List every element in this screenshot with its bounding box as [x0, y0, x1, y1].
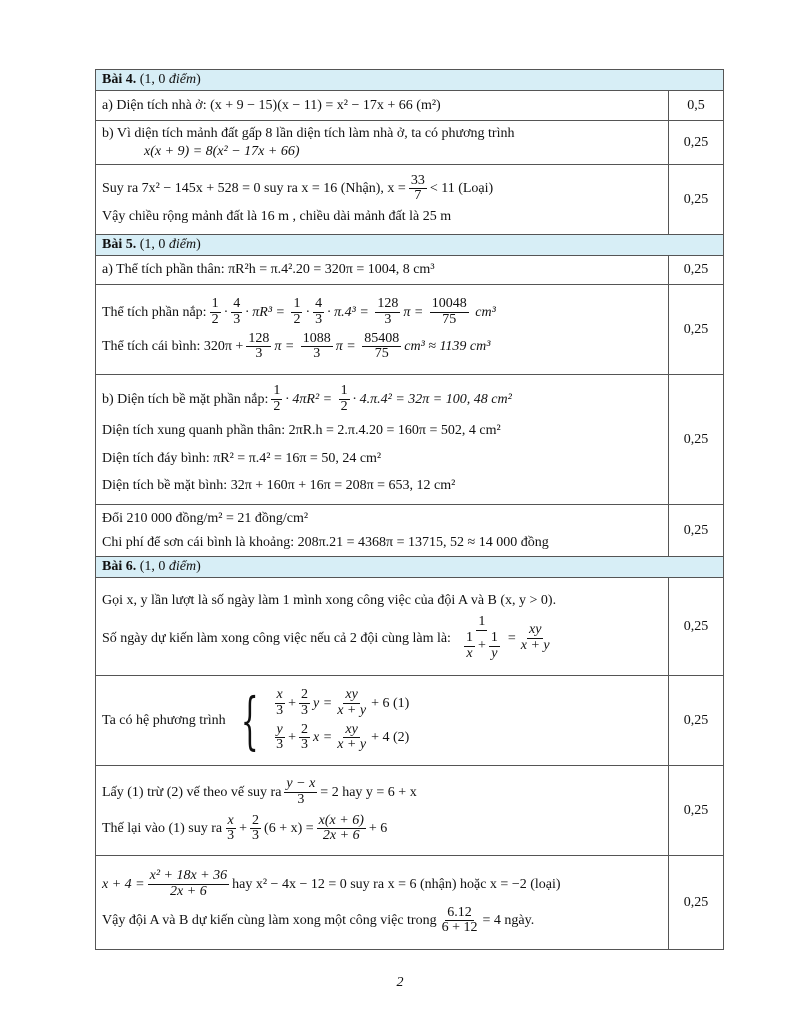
fraction-denominator: x: [466, 645, 473, 661]
fraction-numerator: x² + 18x + 36: [149, 868, 228, 884]
fraction-numerator: x: [276, 687, 283, 703]
fraction-numerator: 85408: [364, 330, 400, 346]
fraction-denominator: 2x + 6: [170, 883, 207, 899]
fraction-denominator: 3: [313, 346, 321, 362]
bai5-row-b: [96, 285, 724, 375]
math-text: π =: [335, 338, 356, 354]
math-text: π =: [403, 304, 424, 320]
bai5-header-row: [96, 235, 724, 256]
math-text: + 6 (1): [371, 695, 410, 711]
fraction-denominator: y: [491, 645, 498, 661]
bai5-row-b-line2: [102, 332, 662, 362]
fraction-denominator: x + y: [520, 637, 550, 653]
fraction-numerator: x(x + 6): [318, 812, 364, 828]
bai5-row-c-line3: Diện tích đáy bình: πR² = π.4² = 16π = 50, 24 cm²: [102, 450, 382, 466]
fraction-denominator: 3: [301, 737, 309, 753]
bai6-row-d-line1: [102, 869, 662, 899]
bai5-row-c-points: 0,25: [669, 375, 724, 505]
fraction-numerator: 1: [340, 383, 348, 399]
bai6-header: [96, 557, 724, 578]
bai6-row-d-line2: [102, 906, 662, 936]
bai4-row-b-equation: x(x + 9) = 8(x² − 17x + 66): [144, 143, 300, 159]
label-lid-surface: b) Diện tích bề mặt phần nắp:: [102, 391, 269, 407]
fraction-denominator: 75: [442, 311, 457, 327]
bai6-row-b: [96, 676, 724, 766]
fraction-numerator: xy: [345, 687, 358, 703]
fraction-numerator: 1: [478, 614, 486, 630]
bai6-points-close: ): [196, 559, 201, 575]
bai6-row-d-line2-pre: Vậy đội A và B dự kiến cùng làm xong một công việc trong: [102, 912, 437, 928]
fraction-numerator: 2: [252, 812, 260, 828]
bai6-row-a-line2: [102, 615, 662, 661]
bai6-row-b-system: [102, 683, 662, 757]
bai6-row-a-line1: Gọi x, y lần lượt là số ngày làm 1 mình xong công việc của đội A và B (x, y > 0).: [102, 592, 557, 608]
fraction-numerator: x: [227, 812, 234, 828]
solution-table: [95, 69, 724, 950]
bai5-points-close: ): [196, 237, 201, 253]
bai4-title: Bài 4.: [102, 72, 137, 88]
equation-system: [271, 688, 409, 753]
bai6-row-d-points: 0,25: [669, 856, 724, 950]
bai5-row-d-points: 0,25: [669, 505, 724, 557]
fraction-denominator: 2: [273, 398, 281, 414]
math-text: + 6: [368, 820, 388, 836]
fraction-numerator: 2: [301, 687, 309, 703]
bai4-points-unit: điểm: [168, 72, 197, 88]
fraction-denominator: 7: [414, 188, 422, 204]
bai6-row-d: [96, 856, 724, 950]
bai6-row-c-content: [96, 766, 669, 856]
bai6-points-unit: điểm: [168, 559, 197, 575]
brace-icon: {: [240, 683, 259, 757]
label-system: Ta có hệ phương trình: [102, 712, 226, 728]
bai5-row-c-line1: [102, 384, 662, 414]
bai5-row-b-line1: [102, 297, 662, 327]
bai4-row-b-content: [96, 121, 669, 165]
bai5-row-c: [96, 375, 724, 505]
bai5-points-unit: điểm: [168, 237, 197, 253]
fraction-numerator: 1: [465, 629, 473, 645]
bai4-header-row: [96, 70, 724, 91]
math-text: = 2 hay y = 6 + x: [320, 784, 417, 800]
math-text: (6 + x) =: [264, 820, 314, 836]
bai6-row-b-content: [96, 676, 669, 766]
fraction-denominator: 2: [211, 311, 219, 327]
fraction-denominator: 3: [227, 828, 235, 844]
fraction-denominator: 6 + 12: [441, 920, 478, 936]
bai5-row-d-content: [96, 505, 669, 557]
fraction-denominator: 3: [297, 791, 305, 807]
bai4-row-a: [96, 91, 724, 121]
fraction-numerator: 1: [273, 383, 281, 399]
fraction-numerator: 1088: [302, 330, 331, 346]
math-text: x + 4 =: [102, 876, 145, 892]
bai5-row-a: [96, 256, 724, 285]
label-volume-lid: Thể tích phần nắp:: [102, 304, 207, 320]
page-number: 2: [396, 975, 404, 990]
fraction-denominator: 2: [340, 398, 348, 414]
bai4-header: [96, 70, 724, 91]
bai5-points-open: (1, 0: [139, 237, 166, 253]
fraction-numerator: y: [276, 721, 283, 737]
fraction-numerator: 4: [315, 296, 323, 312]
math-text: · πR³ =: [245, 304, 285, 320]
fraction-denominator: 3: [384, 311, 392, 327]
fraction-numerator: 1: [211, 296, 219, 312]
fraction-denominator: 3: [315, 311, 323, 327]
math-plus: +: [288, 695, 297, 711]
bai6-row-a: [96, 578, 724, 676]
bai4-points-open: (1, 0: [139, 72, 166, 88]
bai4-row-c-line1-pre: Suy ra 7x² − 145x + 528 = 0 suy ra x = 16 (Nhận), x =: [102, 181, 406, 196]
fraction-denominator: 2x + 6: [322, 828, 360, 844]
fraction-numerator: 4: [233, 296, 241, 312]
fraction-numerator: 128: [248, 330, 270, 346]
bai4-row-a-points: 0,5: [669, 91, 724, 121]
bai6-row-c-line2: [102, 814, 662, 844]
fraction-numerator: 2: [301, 721, 309, 737]
fraction-numerator: y − x: [286, 776, 316, 792]
bai5-row-c-line4: Diện tích bề mặt bình: 32π + 160π + 16π = 208π = 653, 12 cm²: [102, 478, 456, 494]
bai4-row-b: [96, 121, 724, 165]
bai4-row-c-line1: [102, 174, 662, 204]
bai4-row-b-line1: b) Vì diện tích mảnh đất gấp 8 lần diện tích làm nhà ở, ta có phương trình: [102, 126, 515, 141]
bai4-row-c-points: 0,25: [669, 165, 724, 235]
fraction-denominator: [459, 631, 505, 661]
fraction-denominator: 75: [374, 346, 389, 362]
bai5-row-b-content: [96, 285, 669, 375]
fraction-denominator: 3: [276, 702, 284, 718]
bai5-row-d-line1: Đổi 210 000 đồng/m² = 21 đồng/cm²: [102, 511, 309, 526]
math-text: · 4.π.4² = 32π = 100, 48 cm²: [352, 391, 512, 407]
fraction-numerator: xy: [345, 721, 358, 737]
bai5-row-a-text: a) Thể tích phần thân: πR²h = π.4².20 = 320π = 1004, 8 cm³: [102, 262, 435, 278]
bai6-row-a-points: 0,25: [669, 578, 724, 676]
bai4-row-a-text: a) Diện tích nhà ở: (x + 9 − 15)(x − 11) = x² − 17x + 66 (m²): [102, 97, 441, 113]
fraction-denominator: 3: [276, 737, 284, 753]
math-text: y =: [313, 695, 333, 711]
bai4-row-c-content: [96, 165, 669, 235]
compound-fraction: [459, 615, 505, 661]
math-text: = 4 ngày.: [482, 912, 535, 928]
bai6-row-b-points: 0,25: [669, 676, 724, 766]
equation-1: [271, 688, 409, 718]
bai6-row-d-content: [96, 856, 669, 950]
bai5-row-d: [96, 505, 724, 557]
bai4-row-c-line2: Vậy chiều rộng mảnh đất là 16 m , chiều dài mảnh đất là 25 m: [102, 208, 452, 224]
bai6-points-open: (1, 0: [139, 559, 166, 575]
math-text: · π.4³ =: [327, 304, 369, 320]
math-text: π =: [274, 338, 295, 354]
fraction-33-7: [409, 174, 427, 204]
bai6-row-c-points: 0,25: [669, 766, 724, 856]
bai4-row-c: [96, 165, 724, 235]
fraction-denominator: 3: [252, 828, 260, 844]
fraction-denominator: 3: [255, 346, 263, 362]
bai6-row-c-line1: [102, 777, 662, 807]
bai5-title: Bài 5.: [102, 237, 137, 253]
bai4-row-b-points: 0,25: [669, 121, 724, 165]
fraction-numerator: 33: [410, 172, 425, 188]
bai6-row-a-line2-pre: Số ngày dự kiến làm xong công việc nếu cả 2 đội cùng làm là:: [102, 630, 451, 646]
fraction-numerator: 6.12: [447, 904, 472, 920]
fraction-denominator: 2: [293, 311, 301, 327]
fraction-numerator: 128: [377, 296, 399, 312]
math-equals: =: [507, 630, 516, 646]
equation-2: [271, 723, 409, 753]
bai6-row-c-line1-pre: Lấy (1) trừ (2) vế theo vế suy ra: [102, 784, 282, 800]
bai4-row-c-line1-post: < 11 (Loại): [429, 181, 494, 196]
math-plus: +: [477, 637, 486, 653]
math-text: · 4πR² =: [285, 391, 333, 407]
bai6-row-a-content: [96, 578, 669, 676]
fraction-numerator: xy: [528, 622, 542, 638]
fraction-denominator: 3: [301, 702, 309, 718]
math-text: cm³ ≈ 1139 cm³: [404, 338, 491, 354]
bai4-row-a-content: [96, 91, 669, 121]
bai6-row-c-line2-pre: Thế lại vào (1) suy ra: [102, 820, 223, 836]
fraction-denominator: x + y: [337, 737, 367, 753]
bai6-header-row: [96, 557, 724, 578]
bai6-row-c: [96, 766, 724, 856]
fraction-denominator: 3: [233, 311, 241, 327]
bai5-row-c-line2: Diện tích xung quanh phần thân: 2πR.h = 2.π.4.20 = 160π = 502, 4 cm²: [102, 423, 501, 439]
bai4-points-close: ): [196, 72, 201, 88]
math-plus: +: [239, 820, 248, 836]
fraction-numerator: 1: [293, 296, 301, 312]
math-dot: ·: [305, 304, 311, 320]
unit-cm3: cm³: [475, 304, 496, 320]
bai5-header: [96, 235, 724, 256]
bai6-title: Bài 6.: [102, 559, 137, 575]
math-dot: ·: [223, 304, 229, 320]
math-text: + 4 (2): [371, 729, 410, 745]
fraction-denominator: x + y: [337, 702, 367, 718]
bai5-row-b-points: 0,25: [669, 285, 724, 375]
math-text: hay x² − 4x − 12 = 0 suy ra x = 6 (nhận) hoặc x = −2 (loại): [232, 876, 561, 892]
bai5-row-c-content: [96, 375, 669, 505]
bai5-row-a-points: 0,25: [669, 256, 724, 285]
math-plus: +: [288, 729, 297, 745]
label-volume-total: Thể tích cái bình: 320π +: [102, 338, 244, 354]
fraction-numerator: 1: [490, 629, 498, 645]
fraction-numerator: 10048: [431, 296, 467, 312]
math-text: x =: [313, 729, 333, 745]
bai5-row-a-content: [96, 256, 669, 285]
bai5-row-d-line2: Chi phí để sơn cái bình là khoảng: 208π.21 = 4368π = 13715, 52 ≈ 14 000 đồng: [102, 534, 549, 550]
